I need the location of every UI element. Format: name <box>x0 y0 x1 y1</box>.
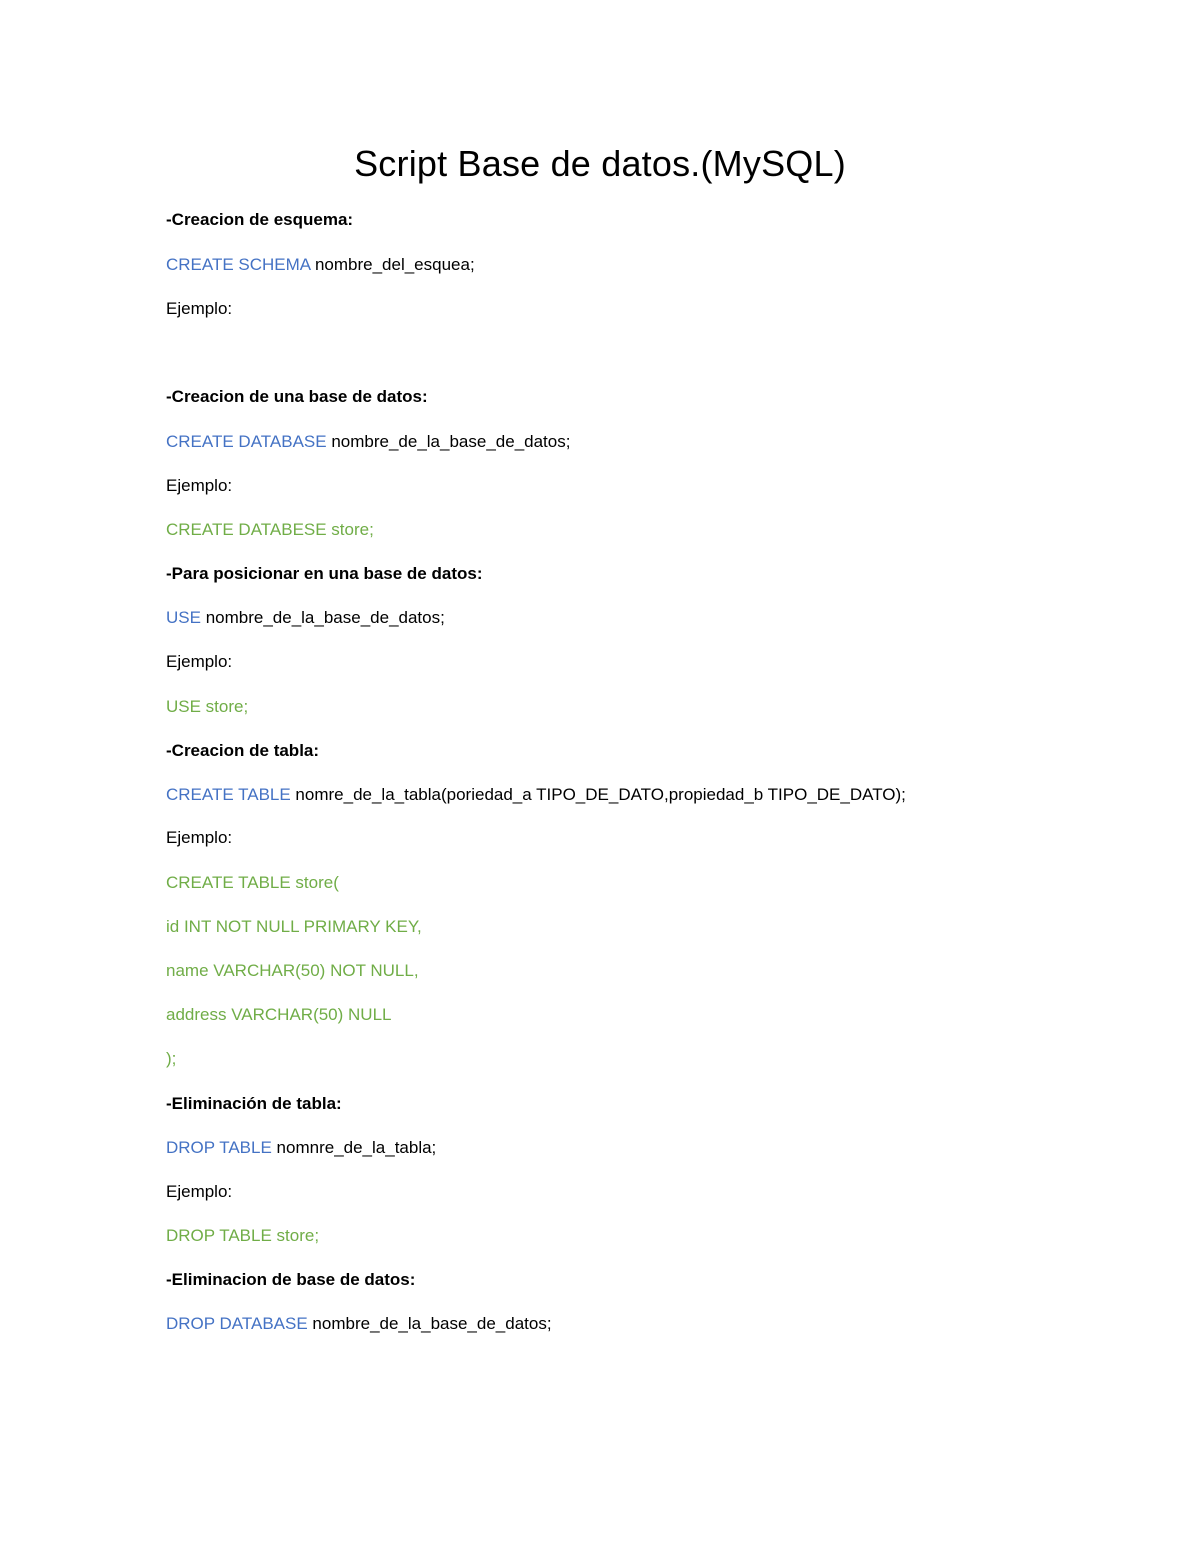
example-code: DROP TABLE store; <box>166 1226 320 1245</box>
example-label: Ejemplo: <box>166 476 233 495</box>
page-title: Script Base de datos.(MySQL) <box>354 143 846 184</box>
syntax-line-table <box>166 783 906 807</box>
sql-argument: nomre_de_la_tabla(poriedad_a TIPO_DE_DATO,propiedad_b TIPO_DE_DATO); <box>290 785 906 804</box>
example-code-line: name VARCHAR(50) NOT NULL, <box>166 961 419 980</box>
section-heading-drop-table: -Eliminación de tabla: <box>166 1094 342 1113</box>
sql-argument: nombre_del_esquea; <box>310 255 475 274</box>
example-label: Ejemplo: <box>166 1182 233 1201</box>
sql-keyword: CREATE SCHEMA <box>166 255 311 274</box>
example-code-line: address VARCHAR(50) NULL <box>166 1005 392 1024</box>
section-heading-use: -Para posicionar en una base de datos: <box>166 564 483 583</box>
section-heading-table: -Creacion de tabla: <box>166 741 320 760</box>
sql-argument: nomnre_de_la_tabla; <box>271 1138 437 1157</box>
sql-keyword: DROP DATABASE <box>166 1314 308 1333</box>
sql-argument: nombre_de_la_base_de_datos; <box>200 608 445 627</box>
syntax-line-drop-database <box>166 1312 552 1336</box>
syntax-line-database <box>166 430 570 454</box>
sql-argument: nombre_de_la_base_de_datos; <box>326 432 571 451</box>
sql-argument: nombre_de_la_base_de_datos; <box>307 1314 552 1333</box>
example-code-line: id INT NOT NULL PRIMARY KEY, <box>166 917 422 936</box>
example-code: USE store; <box>166 697 249 716</box>
section-heading-drop-database: -Eliminacion de base de datos: <box>166 1270 416 1289</box>
sql-keyword: USE <box>166 608 201 627</box>
sql-keyword: DROP TABLE <box>166 1138 272 1157</box>
example-label: Ejemplo: <box>166 652 233 671</box>
example-label: Ejemplo: <box>166 828 233 847</box>
example-label: Ejemplo: <box>166 299 233 318</box>
example-code: CREATE DATABESE store; <box>166 520 374 539</box>
example-code-line: CREATE TABLE store( <box>166 873 339 892</box>
section-heading-database: -Creacion de una base de datos: <box>166 387 428 406</box>
syntax-line-schema <box>166 253 475 277</box>
syntax-line-use <box>166 606 445 630</box>
syntax-line-drop-table <box>166 1136 436 1160</box>
sql-keyword: CREATE TABLE <box>166 785 291 804</box>
example-code-line: ); <box>166 1049 177 1068</box>
section-heading-schema: -Creacion de esquema: <box>166 210 354 229</box>
sql-keyword: CREATE DATABASE <box>166 432 327 451</box>
